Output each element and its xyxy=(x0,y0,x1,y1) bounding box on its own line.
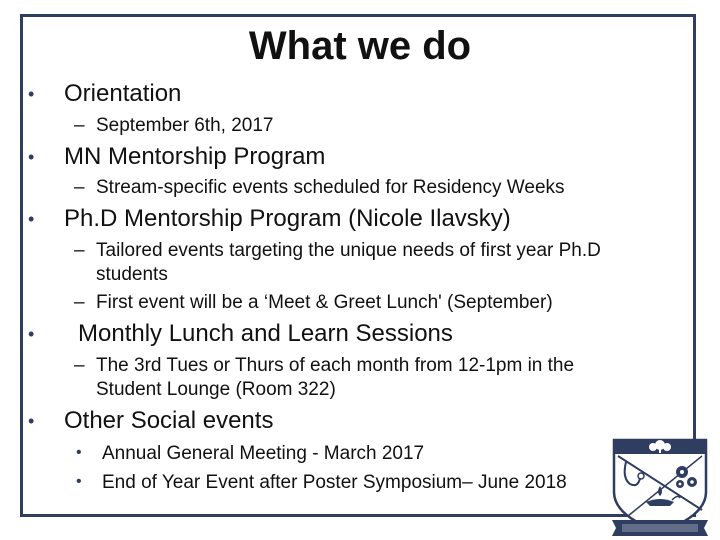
sub-bullet-text: First event will be a ‘Meet & Greet Lunch' (September) xyxy=(96,292,553,313)
dash-glyph: – xyxy=(74,115,85,136)
bullet-mn-mentorship xyxy=(28,143,325,171)
bullet-dot: • xyxy=(28,209,35,229)
bullet-text: Ph.D Mentorship Program (Nicole Ilavsky) xyxy=(64,205,511,232)
bullet-text: Orientation xyxy=(64,80,182,107)
dash-glyph: – xyxy=(74,240,85,261)
bullet-text: Other Social events xyxy=(64,407,274,434)
sub-bullet-text: End of Year Event after Poster Symposium– June 2018 xyxy=(102,472,567,493)
sub-bullet-text: Stream-specific events scheduled for Residency Weeks xyxy=(96,177,565,198)
sub-bullet xyxy=(76,443,424,465)
sub-bullet xyxy=(74,115,273,137)
sub-bullet xyxy=(74,292,553,314)
bullet-dot: • xyxy=(76,444,82,461)
sub-bullet xyxy=(74,355,574,377)
sub-bullet-text: September 6th, 2017 xyxy=(96,115,274,136)
sub-bullet xyxy=(76,472,567,494)
dash-glyph: – xyxy=(74,177,85,198)
dash-glyph: – xyxy=(74,355,85,376)
bullet-dot: • xyxy=(28,411,35,431)
bullet-dot: • xyxy=(76,473,82,490)
sub-bullet-continuation: students xyxy=(96,264,168,285)
crest-logo-icon xyxy=(608,432,712,538)
sub-bullet-text: Annual General Meeting - March 2017 xyxy=(102,443,425,464)
bullet-dot: • xyxy=(28,324,35,344)
bullet-orientation xyxy=(28,80,181,108)
sub-bullet-text: Tailored events targeting the unique needs of first year Ph.D xyxy=(96,240,601,261)
sub-bullet xyxy=(74,240,601,262)
bullet-social-events xyxy=(28,407,273,435)
bullet-lunch-learn xyxy=(28,320,453,348)
sub-bullet-continuation: Student Lounge (Room 322) xyxy=(96,379,336,400)
bullet-phd-mentorship xyxy=(28,205,511,233)
sub-bullet xyxy=(74,177,565,199)
bullet-text: MN Mentorship Program xyxy=(64,143,326,170)
dash-glyph: – xyxy=(74,292,85,313)
slide-title: What we do xyxy=(248,24,472,68)
bullet-dot: • xyxy=(28,84,35,104)
bullet-dot: • xyxy=(28,147,35,167)
sub-bullet-text: The 3rd Tues or Thurs of each month from 12-1pm in the xyxy=(96,355,575,376)
bullet-text: Monthly Lunch and Learn Sessions xyxy=(78,320,453,347)
